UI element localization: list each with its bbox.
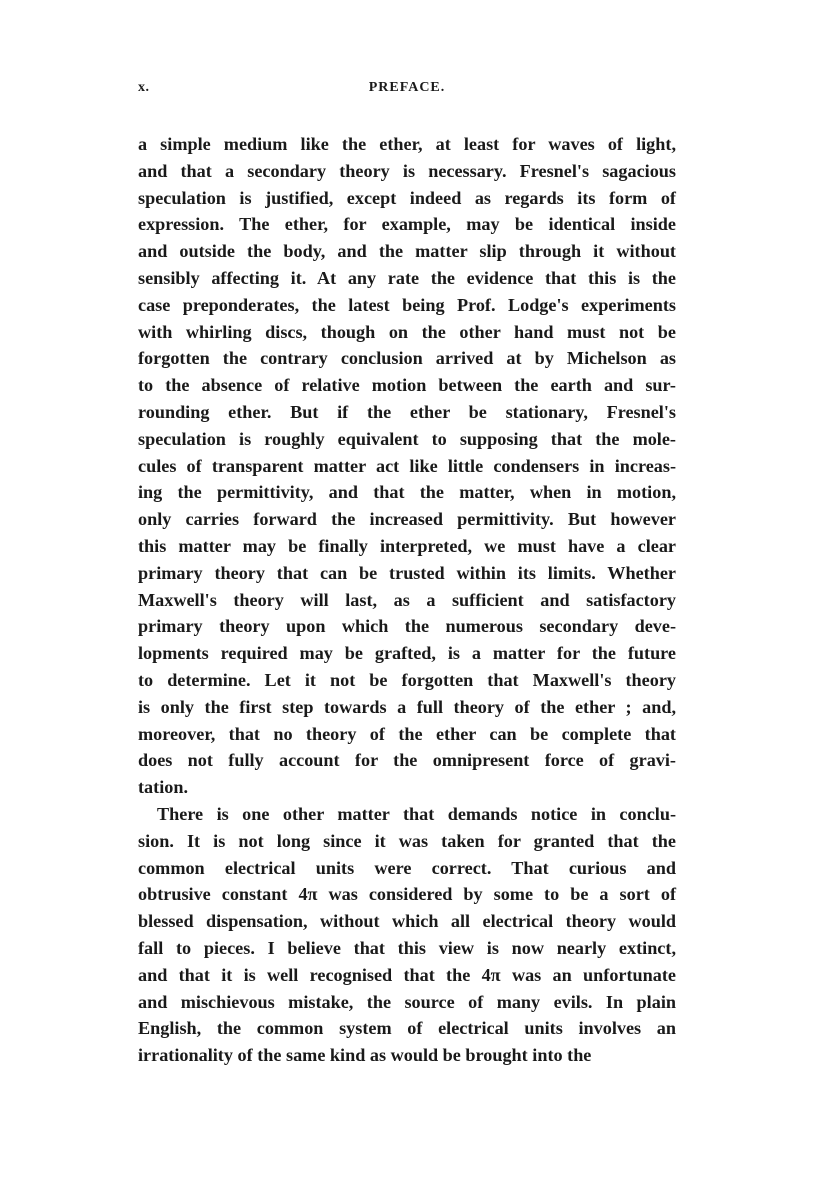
header-title: PREFACE. <box>368 80 446 95</box>
text-line: There is one other matter that demands notice in conclu- <box>157 803 676 824</box>
text-line: Maxwell's theory will last, as a sufficient and satisfactory <box>138 589 676 610</box>
text-line: and outside the body, and the matter slip through it without <box>138 241 676 262</box>
text-line: expression. The ether, for example, may be identical inside <box>138 214 676 235</box>
text-line: English, the common system of electrical units involves an <box>138 1018 676 1039</box>
text-line: case preponderates, the latest being Prof. Lodge's experiments <box>138 294 676 315</box>
running-head <box>138 80 676 100</box>
text-line: sensibly affecting it. At any rate the evidence that this is the <box>138 267 676 288</box>
text-line: with whirling discs, though on the other hand must not be <box>138 321 676 342</box>
text-line: a simple medium like the ether, at least for waves of light, <box>138 134 676 154</box>
text-line: speculation is roughly equivalent to supposing that the mole- <box>138 428 676 449</box>
text-line: blessed dispensation, without which all electrical theory would <box>138 911 676 932</box>
text-line: only carries forward the increased permittivity. But however <box>138 509 676 530</box>
text-line: tation. <box>138 777 189 798</box>
text-line: primary theory that can be trusted within its limits. Whether <box>138 562 676 583</box>
text-line: ing the permittivity, and that the matter, when in motion, <box>138 482 676 503</box>
text-line: forgotten the contrary conclusion arrived at by Michelson as <box>138 348 676 369</box>
paragraph <box>138 801 676 1069</box>
text-line: irrationality of the same kind as would be brought into the <box>138 1045 592 1066</box>
text-line: cules of transparent matter act like little condensers in increas- <box>138 455 676 476</box>
text-line: common electrical units were correct. That curious and <box>138 857 676 878</box>
text-line: to the absence of relative motion between the earth and sur- <box>138 375 676 396</box>
paragraph <box>138 131 676 801</box>
text-line: rounding ether. But if the ether be stationary, Fresnel's <box>138 401 676 422</box>
text-line: primary theory upon which the numerous secondary deve- <box>138 616 676 637</box>
body-text <box>138 131 676 1069</box>
text-line: and that it is well recognised that the 4π was an unfortunate <box>138 964 676 985</box>
text-line: lopments required may be grafted, is a matter for the future <box>138 643 676 664</box>
text-line: moreover, that no theory of the ether can be complete that <box>138 723 676 744</box>
text-line: does not fully account for the omnipresent force of gravi- <box>138 750 676 771</box>
text-line: is only the first step towards a full theory of the ether ; and, <box>138 696 676 717</box>
text-line: sion. It is not long since it was taken for granted that the <box>138 830 676 851</box>
text-line: and mischievous mistake, the source of many evils. In plain <box>138 991 676 1012</box>
text-line: speculation is justified, except indeed as regards its form of <box>138 187 676 208</box>
page-number: x. <box>138 80 150 95</box>
text-line: obtrusive constant 4π was considered by some to be a sort of <box>138 884 676 905</box>
text-line: this matter may be finally interpreted, we must have a clear <box>138 535 676 556</box>
text-line: to determine. Let it not be forgotten that Maxwell's theory <box>138 669 676 690</box>
text-line: and that a secondary theory is necessary. Fresnel's sagacious <box>138 160 676 181</box>
text-line: fall to pieces. I believe that this view is now nearly extinct, <box>138 937 676 958</box>
